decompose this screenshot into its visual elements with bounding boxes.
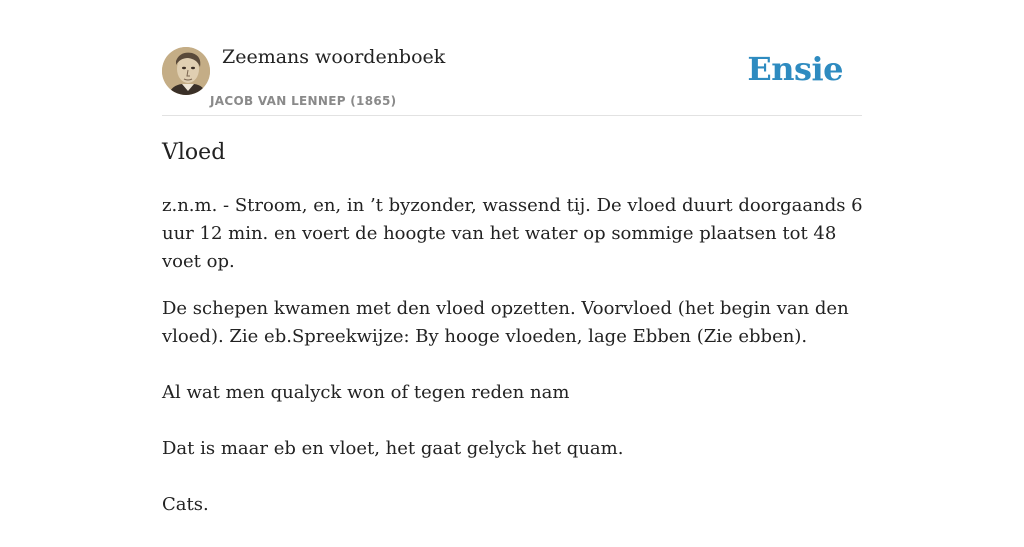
- dictionary-title[interactable]: Zeemans woordenboek: [222, 46, 446, 68]
- example-paragraph: De schepen kwamen met den vloed opzetten. Voorvloed (het begin van den vloed). Zie eb.Spreekwijze: By hooge vloeden, lage Ebben (Zie ebben).: [162, 298, 849, 347]
- definition-paragraph: z.n.m. - Stroom, en, in ’t byzonder, wassend tij. De vloed duurt doorgaands 6 uur 12 min. en voert de hoogte van het water op sommige plaatsen tot 48 voet op.: [162, 195, 863, 272]
- author-name[interactable]: JACOB VAN LENNEP (1865): [210, 94, 397, 108]
- quote-line: Dat is maar eb en vloet, het gaat gelyck het quam.: [162, 438, 624, 459]
- quote-source: Cats.: [162, 494, 209, 515]
- author-portrait-image: [162, 47, 210, 95]
- entry-body: [162, 192, 867, 547]
- ensie-logo[interactable]: Ensie: [747, 50, 843, 88]
- dictionary-header: [162, 40, 862, 116]
- quote-line: Al wat men qualyck won of tegen reden nam: [162, 382, 570, 403]
- author-portrait[interactable]: [162, 47, 210, 95]
- headword: Vloed: [162, 140, 226, 165]
